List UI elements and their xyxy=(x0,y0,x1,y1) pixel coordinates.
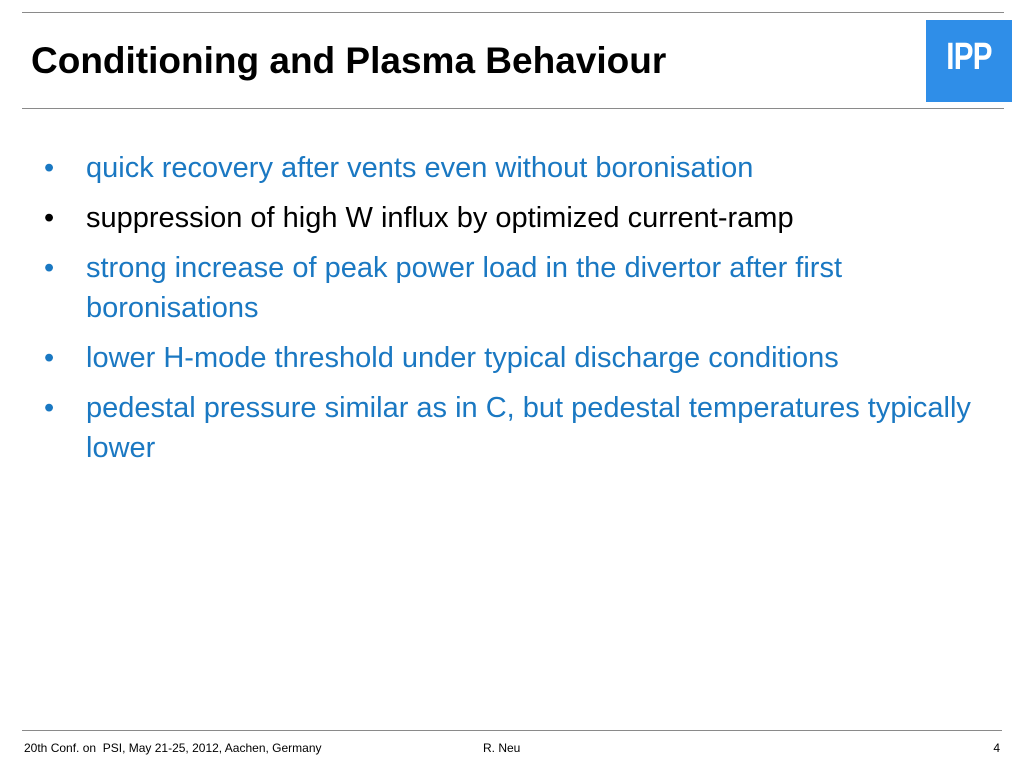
title-rule xyxy=(22,108,1004,109)
bullet-item-recovery xyxy=(44,148,994,188)
bullet-list xyxy=(44,148,994,478)
bullet-marker: • xyxy=(44,392,55,424)
bullet-item-w-influx xyxy=(44,198,994,238)
slide-title: Conditioning and Plasma Behaviour xyxy=(31,40,667,81)
footer-conference: 20th Conf. on PSI, May 21-25, 2012, Aachen, Germany xyxy=(24,741,322,755)
top-rule xyxy=(22,12,1004,13)
bullet-text: suppression of high W influx by optimized current-ramp xyxy=(86,202,794,234)
bullet-text: quick recovery after vents even without boronisation xyxy=(86,152,754,184)
bullet-text: strong increase of peak power load in the divertor after first boronisations xyxy=(86,252,842,324)
bullet-marker: • xyxy=(44,252,55,284)
logo-text: IPP xyxy=(946,36,992,78)
bullet-marker: • xyxy=(44,152,55,184)
bullet-text: lower H-mode threshold under typical discharge conditions xyxy=(86,342,839,374)
bullet-marker: • xyxy=(44,342,55,374)
bullet-text: pedestal pressure similar as in C, but pedestal temperatures typically lower xyxy=(86,392,971,464)
footer-rule xyxy=(22,730,1002,731)
bullet-item-power-load xyxy=(44,248,994,328)
footer-page-number: 4 xyxy=(993,741,1000,755)
ipp-logo xyxy=(926,20,1012,102)
bullet-marker: • xyxy=(44,202,55,234)
bullet-item-pedestal xyxy=(44,388,994,468)
bullet-item-h-mode xyxy=(44,338,994,378)
footer-author: R. Neu xyxy=(483,741,521,755)
